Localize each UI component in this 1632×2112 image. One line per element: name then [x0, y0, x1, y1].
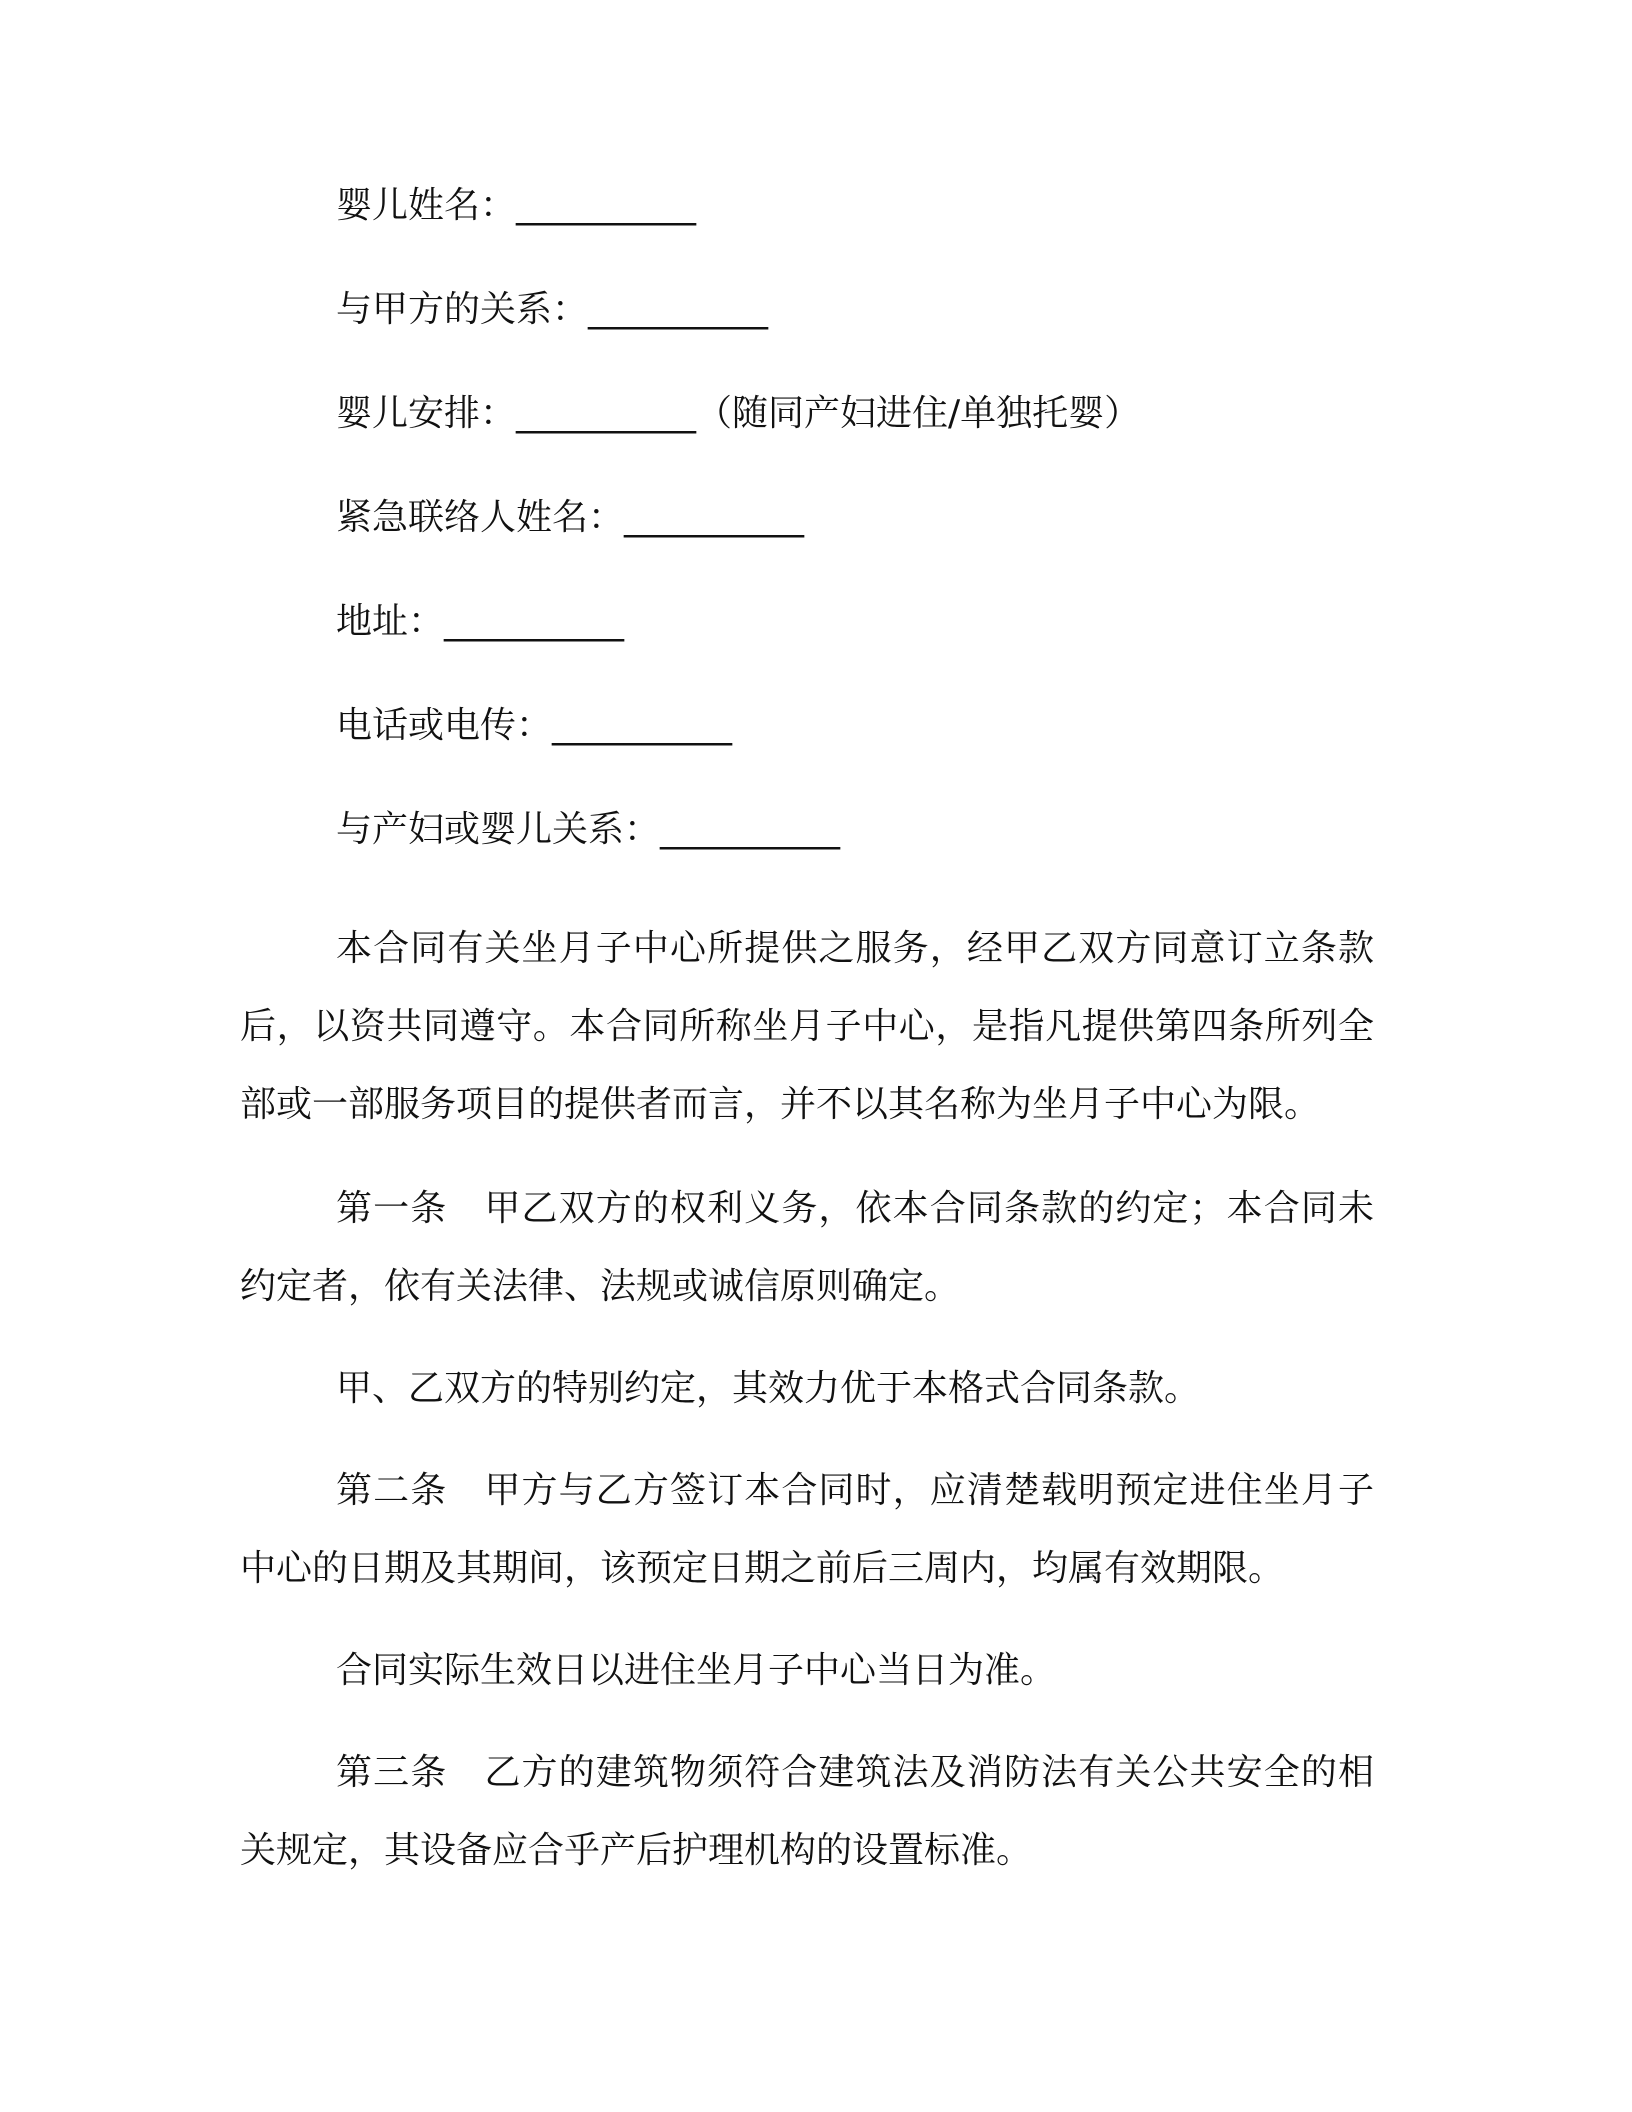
field-blank[interactable]: __________	[444, 601, 625, 642]
field-blank[interactable]: __________	[552, 705, 733, 746]
infant-name-field	[240, 182, 1374, 230]
field-label: 电话或电传：	[336, 705, 553, 746]
field-blank[interactable]: __________	[624, 497, 805, 538]
field-blank[interactable]: __________	[516, 393, 697, 434]
phone-fax-field	[240, 702, 1374, 750]
address-field	[240, 598, 1374, 646]
effective-date-paragraph: 合同实际生效日以进住坐月子中心当日为准。	[336, 1650, 1057, 1691]
relationship-to-party-a-field	[240, 286, 1374, 334]
field-label: 婴儿姓名：	[336, 185, 517, 226]
field-blank[interactable]: __________	[660, 809, 841, 850]
field-note: （随同产妇进住/单独托婴）	[696, 393, 1141, 434]
article-3-paragraph: 第三条 乙方的建筑物须符合建筑法及消防法有关公共安全的相关规定，其设备应合乎产后护理机构的设置标准。	[240, 1752, 1374, 1871]
special-agreement-paragraph: 甲、乙双方的特别约定，其效力优于本格式合同条款。	[336, 1368, 1201, 1409]
document-body	[240, 182, 1374, 1890]
field-label: 地址：	[336, 601, 445, 642]
field-label: 与产妇或婴儿关系：	[336, 809, 661, 850]
article-1-paragraph: 第一条 甲乙双方的权利义务，依本合同条款的约定；本合同未约定者，依有关法律、法规或诚信原则确定。	[240, 1188, 1374, 1307]
preamble-paragraph: 本合同有关坐月子中心所提供之服务，经甲乙双方同意订立条款后，以资共同遵守。本合同所称坐月子中心，是指凡提供第四条所列全部或一部服务项目的提供者而言，并不以其名称为坐月子中心为限。	[240, 928, 1374, 1125]
field-label: 与甲方的关系：	[336, 289, 589, 330]
relationship-to-mother-infant-field	[240, 806, 1374, 854]
field-blank[interactable]: __________	[588, 289, 769, 330]
field-label: 紧急联络人姓名：	[336, 497, 625, 538]
field-blank[interactable]: __________	[516, 185, 697, 226]
field-label: 婴儿安排：	[336, 393, 517, 434]
infant-arrangement-field	[240, 390, 1374, 438]
emergency-contact-name-field	[240, 494, 1374, 542]
article-2-paragraph: 第二条 甲方与乙方签订本合同时，应清楚载明预定进住坐月子中心的日期及其期间，该预定日期之前后三周内，均属有效期限。	[240, 1470, 1374, 1589]
